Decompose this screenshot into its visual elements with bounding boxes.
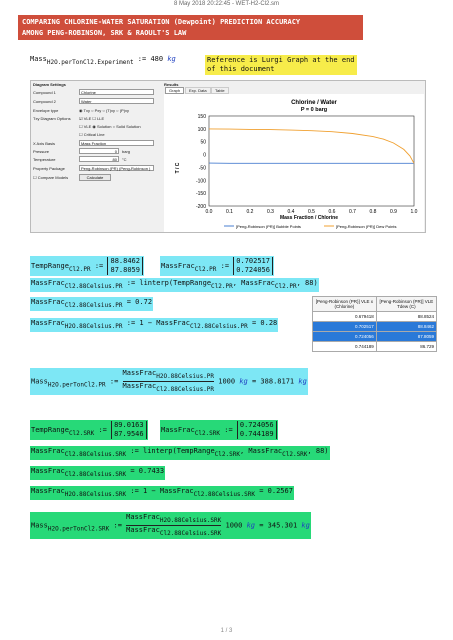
x-tick-label: 0.9 bbox=[390, 209, 397, 215]
srk-mass-num-text: MassFrac bbox=[126, 513, 160, 521]
pr-massfrac-v2: 0.724056 bbox=[236, 266, 270, 274]
pr-interp-sub: Cl2.88Celsius.PR bbox=[64, 283, 123, 290]
x-tick-label: 0.2 bbox=[246, 209, 254, 215]
x-tick-label: 0.3 bbox=[267, 209, 274, 215]
table-header-tdew: [Peng-Robinson (PR)] VLE Tdew (C) bbox=[376, 297, 436, 312]
srk-massfrac-lhs: MassFrac bbox=[161, 426, 195, 434]
critical-line-check[interactable]: ☐ Critical Line bbox=[79, 132, 105, 137]
eq-unit: kg bbox=[167, 55, 176, 63]
note-line-2: of this document bbox=[207, 65, 275, 73]
table-cell: 87.8059 bbox=[376, 332, 436, 342]
srk-temprange-lhs: TempRange bbox=[31, 426, 69, 434]
srk-mass-value-unit: kg bbox=[301, 521, 310, 530]
srk-result-sub: Cl2.88Celsius.SRK bbox=[64, 471, 127, 478]
opt-pxy[interactable]: Pxy bbox=[94, 108, 102, 113]
srk-interp-sub: Cl2.88Celsius.SRK bbox=[64, 451, 127, 458]
note-line-1: Reference is Lurgi Graph at the end bbox=[207, 56, 355, 64]
pr-mass-num-sub: H2O.88Celsius.PR bbox=[156, 373, 215, 380]
srk-mass-value: 345.301 bbox=[267, 521, 298, 530]
eq-op: := bbox=[137, 55, 147, 63]
srk-h2o-rhs: 1 − MassFrac bbox=[143, 487, 194, 495]
table-header-x: [Peng-Robinson (PR)] VLE x (Chlorine) bbox=[313, 297, 377, 312]
y-tick-label: -50 bbox=[198, 165, 206, 172]
y-tick-label: -200 bbox=[195, 204, 206, 210]
pr-interp-arg2-sub: Cl2.PR bbox=[274, 283, 297, 290]
settings-title: Diagram Settings bbox=[33, 82, 66, 87]
srk-massfrac-v2: 0.744189 bbox=[239, 430, 274, 438]
srk-massfrac-sub: Cl2.SRK bbox=[194, 430, 221, 437]
pr-massfrac-eq: MassFracCl2.PR := 0.702517 0.724056 bbox=[160, 256, 274, 276]
chk-vle[interactable]: VLE bbox=[83, 116, 92, 121]
chk-lle[interactable]: LLE bbox=[97, 116, 105, 121]
pr-interp-arg2: MassFrac bbox=[241, 279, 275, 287]
pr-h2o-rhs: 1 − MassFrac bbox=[139, 319, 190, 327]
table-row[interactable] bbox=[313, 322, 437, 332]
pr-interp-arg3: 88 bbox=[305, 279, 314, 287]
pr-mass-value-unit: kg bbox=[298, 377, 307, 386]
pr-massfrac-sub: Cl2.PR bbox=[194, 266, 217, 273]
srk-interp-arg1-sub: Cl2.SRK bbox=[214, 451, 240, 458]
label-compound-1: Compound 1 bbox=[33, 90, 56, 95]
vle-solution-options[interactable]: ☐ VLE ◉ Solution ○ Solid Solution bbox=[79, 124, 141, 129]
x-tick-label: 0.1 bbox=[226, 209, 233, 215]
label-property-package: Property Package bbox=[33, 166, 65, 171]
srk-interp-arg3: 88 bbox=[315, 447, 325, 455]
label-temperature: Temperature bbox=[33, 157, 56, 162]
label-pressure: Pressure bbox=[33, 149, 50, 154]
pr-h2o-value: 0.28 bbox=[260, 319, 278, 327]
table-row[interactable] bbox=[313, 312, 437, 322]
y-tick-label: -150 bbox=[195, 191, 206, 198]
srk-temprange-vector bbox=[111, 421, 147, 439]
pr-mass-fraction bbox=[123, 369, 215, 394]
pr-h2o-sub: H2O.88Celsius.PR bbox=[64, 323, 123, 330]
srk-result-lhs: MassFrac bbox=[31, 467, 65, 475]
label-compound-2: Compound 2 bbox=[33, 99, 56, 104]
table-cell: 0.724056 bbox=[313, 332, 377, 342]
srk-temprange-eq: TempRangeCl2.SRK := 89.0163 87.9546 bbox=[30, 420, 148, 440]
eq-lhs-sub: H2O.perTonCl2.Experiment bbox=[46, 59, 134, 66]
pr-temprange-lhs: TempRange bbox=[31, 262, 69, 270]
y-tick-label: -100 bbox=[195, 178, 206, 185]
document-title bbox=[18, 15, 363, 40]
pr-mass-num bbox=[123, 369, 215, 382]
srk-mass-factor: 1000 bbox=[225, 521, 243, 530]
pr-h2o-eq: MassFracH2O.88Celsius.PR := 1 − MassFracCl2.88Celsius.PR = 0.28 bbox=[31, 319, 278, 330]
chart-subtitle: P = 0 barg bbox=[300, 107, 328, 113]
tab-graph[interactable]: Graph bbox=[165, 87, 184, 94]
pr-interp-arg1: TempRange bbox=[173, 279, 212, 287]
label-envelope-type: Envelope type bbox=[33, 108, 59, 113]
srk-h2o-sub: H2O.88Celsius.SRK bbox=[64, 491, 127, 498]
srk-temprange-v1: 89.0163 bbox=[114, 421, 144, 429]
y-tick-label: 50 bbox=[200, 139, 206, 146]
temperature-unit: °C bbox=[122, 157, 127, 162]
opt-solid-solution[interactable]: Solid Solution bbox=[116, 124, 141, 129]
x-axis-basis-select[interactable]: Mass Fraction bbox=[79, 140, 154, 146]
table-cell: 0.679418 bbox=[313, 312, 377, 322]
srk-result-eq: MassFracCl2.88Celsius.SRK = 0.7433 bbox=[31, 467, 165, 478]
pr-mass-factor: 1000 bbox=[218, 377, 236, 386]
opt-solution[interactable]: Solution bbox=[96, 124, 112, 129]
pr-interp-arg1-sub: Cl2.PR bbox=[211, 283, 233, 290]
results-title: Results bbox=[164, 82, 179, 87]
table-cell: 88.8462 bbox=[376, 322, 436, 332]
table-cell: 86.729 bbox=[376, 342, 436, 352]
srk-interp-lhs: MassFrac bbox=[31, 447, 65, 455]
chart-xlabel: Mass Fraction / Chlorine bbox=[279, 215, 339, 221]
srk-h2o-lhs: MassFrac bbox=[31, 487, 65, 495]
y-tick-label: 100 bbox=[197, 126, 206, 133]
compare-models-check[interactable]: ☐ Compare Models bbox=[33, 175, 69, 180]
label-x-axis-basis: X Axis Basis bbox=[33, 141, 56, 146]
property-package-select[interactable]: Peng-Robinson (PR) (Peng-Robinson ) bbox=[79, 165, 154, 171]
srk-interp-func: linterp bbox=[143, 447, 173, 455]
srk-interp-arg1: TempRange bbox=[176, 447, 215, 455]
pr-mass-den-sub: Cl2.88Celsius.PR bbox=[156, 386, 215, 393]
table-cell: 0.744189 bbox=[313, 342, 377, 352]
reference-note bbox=[205, 55, 357, 75]
page-number: 1 / 3 bbox=[220, 628, 233, 634]
pressure-input[interactable]: 0 bbox=[79, 148, 119, 154]
pr-temprange-vector bbox=[107, 257, 143, 275]
srk-massfrac-v1: 0.724056 bbox=[239, 421, 274, 429]
compare-models-label: Compare Models bbox=[37, 175, 69, 180]
srk-h2o-value: 0.2567 bbox=[267, 487, 293, 495]
mass-experiment-eq bbox=[30, 55, 176, 67]
pr-interp-eq: MassFracCl2.88Celsius.PR := linterp(TempRangeCl2.PR, MassFracCl2.PR, 88) bbox=[31, 279, 318, 290]
compound-1-select[interactable]: Chlorine bbox=[79, 89, 154, 95]
srk-interp-eq: MassFracCl2.88Celsius.SRK := linterp(TempRangeCl2.SRK, MassFracCl2.SRK, 88) bbox=[31, 447, 329, 458]
pr-mass-lhs: Mass bbox=[31, 377, 48, 386]
srk-mass-eq: MassH2O.perTonCl2.SRK := $\frac{\text{MassFracH2O.88Celsius.SRK}}{\text{MassFracCl2.88Celsius.SRK}}$ 1000 kg = 345.301 kg bbox=[31, 513, 310, 537]
pr-temprange-sub: Cl2.PR bbox=[68, 266, 91, 273]
srk-temprange-sub: Cl2.SRK bbox=[68, 430, 95, 437]
legend-label: [Peng-Robinson (PR)] Dew Points bbox=[336, 224, 397, 229]
pr-mass-sub: H2O.perTonCl2.PR bbox=[47, 381, 106, 389]
pr-mass-unit: kg bbox=[239, 377, 248, 386]
eq-value: 480 bbox=[150, 55, 164, 63]
table-header-row bbox=[313, 297, 437, 312]
pr-interp-lhs: MassFrac bbox=[31, 279, 65, 287]
phase-envelope-dialog bbox=[30, 80, 426, 233]
results-table bbox=[312, 296, 437, 352]
chart-ylabel: T / C bbox=[175, 162, 181, 174]
srk-result-value: 0.7433 bbox=[138, 467, 165, 475]
srk-mass-den bbox=[126, 526, 221, 538]
y-tick-label: 0 bbox=[203, 152, 206, 159]
chk-vle2[interactable]: VLE bbox=[83, 124, 92, 129]
pr-h2o-lhs: MassFrac bbox=[31, 319, 65, 327]
title-line-1: COMPARING CHLORINE-WATER SATURATION (Dewpoint) PREDICTION ACCURACY bbox=[22, 18, 301, 26]
compound-2-select[interactable]: Water bbox=[79, 98, 154, 104]
pr-temprange-eq: TempRangeCl2.PR := 88.8462 87.8059 bbox=[30, 256, 144, 276]
srk-massfrac-vector bbox=[237, 421, 277, 439]
tab-exp-data[interactable]: Exp. Data bbox=[185, 87, 211, 94]
x-tick-label: 0.6 bbox=[328, 209, 336, 215]
label-txy-options: Txy Diagram Options bbox=[33, 116, 71, 121]
legend-label: [Peng-Robinson (PR)] Bubble Points bbox=[236, 224, 301, 229]
srk-mass-num bbox=[126, 513, 221, 526]
opt-t-xy[interactable]: (T)xy bbox=[105, 108, 116, 113]
srk-mass-den-sub: Cl2.88Celsius.SRK bbox=[159, 530, 222, 537]
pr-interp-args: (TempRangeCl2.PR, MassFracCl2.PR, 88) bbox=[168, 279, 318, 290]
eq-lhs: Mass bbox=[30, 55, 47, 63]
srk-h2o-eq: MassFracH2O.88Celsius.SRK := 1 − MassFracCl2.88Celsius.SRK = 0.2567 bbox=[31, 487, 293, 498]
temperature-input[interactable]: 80 bbox=[79, 156, 119, 162]
x-tick-label: 1.0 bbox=[410, 209, 418, 215]
srk-interp-arg2-sub: Cl2.SRK bbox=[282, 451, 308, 458]
pr-interp-func: linterp bbox=[139, 279, 169, 287]
pressure-unit: barg bbox=[122, 149, 131, 154]
pr-result-eq: MassFracCl2.88Celsius.PR = 0.72 bbox=[31, 298, 153, 309]
srk-massfrac-eq: MassFracCl2.SRK := 0.724056 0.744189 bbox=[160, 420, 278, 440]
pr-mass-num-text: MassFrac bbox=[122, 369, 157, 377]
chart-title: Chlorine / Water bbox=[291, 100, 337, 106]
envelope-type-options[interactable]: ◉ Txy ○ Pxy ○ (T)xy ○ (P)xy bbox=[79, 108, 130, 113]
pr-result-sub: Cl2.88Celsius.PR bbox=[64, 302, 123, 309]
srk-mass-sub: H2O.perTonCl2.SRK bbox=[47, 525, 110, 533]
table-cell: 88.8524 bbox=[376, 312, 436, 322]
table-row[interactable] bbox=[313, 342, 437, 352]
srk-temprange-v2: 87.9546 bbox=[114, 430, 144, 438]
pr-result-lhs: MassFrac bbox=[31, 298, 65, 306]
pr-result-value: 0.72 bbox=[135, 298, 153, 306]
y-tick-label: 150 bbox=[197, 114, 206, 120]
title-line-2: AMONG PENG-ROBINSON, SRK & RAOULT'S LAW bbox=[22, 29, 187, 37]
x-tick-label: 0.4 bbox=[287, 209, 295, 215]
pr-temprange-v1: 88.8462 bbox=[110, 257, 140, 265]
srk-mass-fraction bbox=[126, 513, 221, 538]
srk-mass-lhs: Mass bbox=[31, 521, 48, 530]
critical-line-label: Critical Line bbox=[83, 132, 105, 137]
pr-massfrac-lhs: MassFrac bbox=[161, 262, 195, 270]
table-cell: 0.702517 bbox=[313, 322, 377, 332]
x-tick-label: 0.0 bbox=[205, 209, 213, 215]
tab-table[interactable]: Table bbox=[211, 87, 229, 94]
srk-mass-num-sub: H2O.88Celsius.SRK bbox=[159, 517, 222, 524]
pr-massfrac-vector bbox=[233, 257, 273, 275]
vle-lle-checks[interactable]: ☑ VLE ☐ LLE bbox=[79, 116, 105, 121]
pr-mass-den bbox=[123, 382, 215, 394]
srk-h2o-rhs-sub: Cl2.88Celsius.SRK bbox=[193, 491, 255, 498]
pr-massfrac-v1: 0.702517 bbox=[236, 257, 270, 265]
pr-mass-eq: MassH2O.perTonCl2.PR := $\frac{\text{MassFracH2O.88Celsius.PR}}{\text{MassFracCl2.88Celsius.PR}}$ 1000 kg = 388.8171 kg bbox=[31, 369, 307, 393]
table-row[interactable] bbox=[313, 332, 437, 342]
pr-mass-value: 388.8171 bbox=[260, 377, 295, 386]
x-tick-label: 0.5 bbox=[308, 209, 315, 215]
calculate-button[interactable]: Calculate bbox=[79, 174, 111, 181]
pr-temprange-v2: 87.8059 bbox=[110, 266, 140, 274]
x-tick-label: 0.8 bbox=[369, 209, 377, 215]
phase-envelope-chart bbox=[164, 94, 424, 232]
srk-interp-args: (TempRangeCl2.SRK, MassFracCl2.SRK, 88) bbox=[172, 447, 329, 458]
x-tick-label: 0.7 bbox=[349, 209, 356, 215]
pr-mass-den-text: MassFrac bbox=[122, 382, 157, 390]
opt-txy[interactable]: Txy bbox=[83, 108, 90, 113]
page-timestamp: 8 May 2018 20:22:45 - WET-H2-Cl2.sm bbox=[173, 1, 280, 7]
opt-p-xy[interactable]: (P)xy bbox=[119, 108, 130, 113]
srk-interp-arg2: MassFrac bbox=[248, 447, 283, 455]
pr-h2o-rhs-sub: Cl2.88Celsius.PR bbox=[189, 323, 248, 330]
srk-mass-den-text: MassFrac bbox=[126, 526, 160, 534]
srk-mass-unit: kg bbox=[246, 521, 256, 530]
